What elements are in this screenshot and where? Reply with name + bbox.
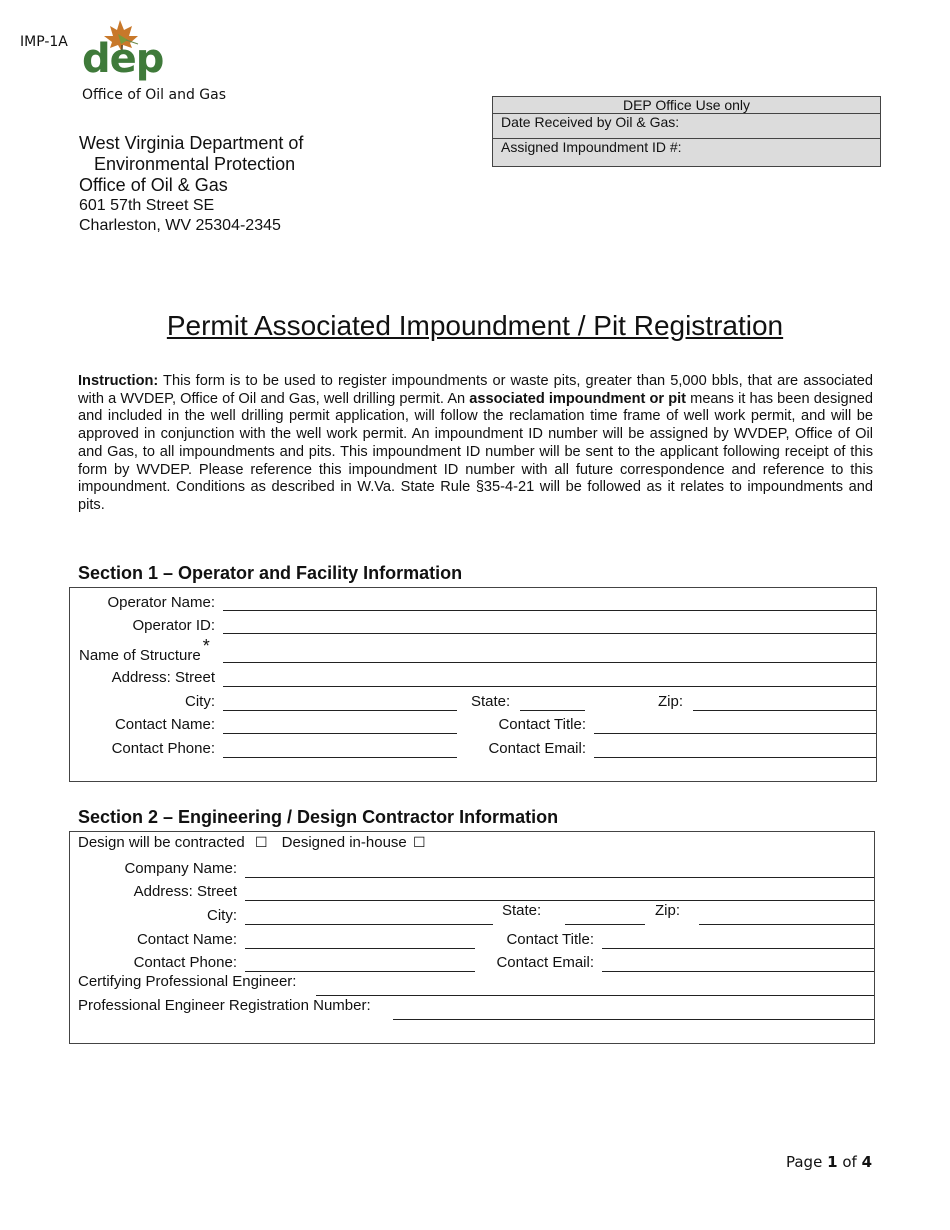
s2-contact-email-field[interactable] (602, 971, 874, 972)
address-line-3: Office of Oil & Gas (79, 175, 228, 195)
s2-contact-title-label: Contact Title: (506, 931, 594, 948)
s1-address-field[interactable] (223, 686, 876, 687)
s2-zip-label: Zip: (655, 902, 681, 919)
company-name-label: Company Name: (124, 860, 237, 877)
agency-address (79, 133, 303, 236)
s1-contact-phone-label: Contact Phone: (111, 740, 215, 757)
s2-state-field[interactable] (565, 924, 645, 925)
operator-name-label: Operator Name: (107, 594, 215, 611)
s2-address-field[interactable] (245, 900, 874, 901)
page-number (786, 1153, 872, 1171)
operator-id-field[interactable] (223, 633, 876, 634)
section1-title: Section 1 – Operator and Facility Information (78, 563, 463, 583)
s1-contact-email-label: Contact Email: (488, 740, 586, 757)
certifying-engineer-field[interactable] (316, 995, 874, 996)
instruction-text-1: This form is to be used to register impoundments or waste pits, greater than 5,000 bbls, that are associated with a WVDEP, Office of Oil and Gas, well drilling permit. An (78, 373, 873, 407)
page-word: Page (785, 1153, 823, 1171)
section2-title: Section 2 – Engineering / Design Contractor Information (78, 807, 559, 827)
dep-logo (82, 18, 162, 84)
instruction-label: Instruction: (78, 373, 159, 389)
address-line-1: West Virginia Department of (79, 133, 304, 153)
s2-contact-phone-label: Contact Phone: (133, 954, 237, 971)
s1-state-field[interactable] (520, 710, 585, 711)
s1-city-label: City: (185, 693, 215, 710)
date-received-field: Date Received by Oil & Gas: (493, 114, 880, 139)
office-use-box (492, 96, 881, 167)
pe-registration-field[interactable] (393, 1019, 874, 1020)
operator-id-label: Operator ID: (132, 617, 215, 634)
s1-state-label: State: (471, 693, 511, 710)
s1-contact-name-label: Contact Name: (114, 716, 215, 733)
page-current: 1 (827, 1153, 838, 1171)
pe-registration-label: Professional Engineer Registration Number: (78, 997, 371, 1014)
operator-name-field[interactable] (223, 610, 876, 611)
s2-state-label: State: (502, 902, 542, 919)
s2-contact-name-field[interactable] (245, 948, 475, 949)
address-line-2: Environmental Protection (94, 154, 296, 174)
instruction-text-2: means it has been designed and included in the well drilling permit application, will follow the reclamation time frame of well work permit, and will be approved in conjunction with the well work permit. An impoundment ID number will be assigned by WVDEP, Office of Oil and Gas, to all impoundments and pits. This impoundment ID number will be sent to the applicant following receipt of this form by WVDEP. Please reference this impoundment ID number with all future correspondence and reference to this impoundment. Conditions as described in W.Va. State Rule §35-4-21 will be followed as it relates to impoundments and pits. (78, 390, 874, 513)
s1-contact-title-label: Contact Title: (498, 716, 586, 733)
page-total: 4 (861, 1153, 872, 1171)
s2-contact-email-label: Contact Email: (496, 954, 594, 971)
company-name-field[interactable] (245, 877, 874, 878)
of-word: of (842, 1153, 857, 1171)
design-contracted-checkbox[interactable]: ☐ (254, 835, 268, 851)
address-line-5: Charleston, WV 25304-2345 (79, 217, 281, 234)
design-contracted-label: Design will be contracted (78, 834, 245, 851)
designed-inhouse-checkbox[interactable]: ☐ (412, 835, 426, 851)
s1-contact-title-field[interactable] (594, 733, 876, 734)
s2-contact-phone-field[interactable] (245, 971, 475, 972)
s2-city-field[interactable] (245, 924, 493, 925)
structure-name-text: Name of Structure (79, 647, 201, 664)
s2-contact-name-label: Contact Name: (136, 931, 237, 948)
s1-contact-phone-field[interactable] (223, 757, 457, 758)
impoundment-id-field: Assigned Impoundment ID #: (501, 139, 682, 155)
structure-name-label (79, 636, 210, 665)
s2-contact-title-field[interactable] (602, 948, 874, 949)
certifying-engineer-label: Certifying Professional Engineer: (78, 973, 297, 990)
logo-subtitle: Office of Oil and Gas (82, 87, 227, 103)
logo-wordmark: dep (82, 36, 164, 82)
form-id: IMP-1A (20, 34, 68, 50)
s2-zip-field[interactable] (699, 924, 874, 925)
designed-inhouse-label: Designed in-house (281, 834, 407, 851)
s2-address-label: Address: Street (133, 883, 237, 900)
s1-city-field[interactable] (223, 710, 457, 711)
page-title: Permit Associated Impoundment / Pit Registration (166, 310, 784, 341)
s2-city-label: City: (207, 907, 237, 924)
address-line-4: 601 57th Street SE (79, 197, 215, 214)
required-asterisk: * (202, 636, 210, 656)
s1-zip-label: Zip: (658, 693, 684, 710)
s1-zip-field[interactable] (693, 710, 876, 711)
instruction-paragraph (78, 373, 873, 515)
s1-contact-name-field[interactable] (223, 733, 457, 734)
instruction-bold-term: associated impoundment or pit (469, 390, 687, 407)
design-option-row (78, 834, 426, 851)
office-use-heading: DEP Office Use only (493, 97, 880, 114)
s1-contact-email-field[interactable] (594, 757, 876, 758)
s1-address-label: Address: Street (111, 669, 215, 686)
structure-name-field[interactable] (223, 662, 876, 663)
